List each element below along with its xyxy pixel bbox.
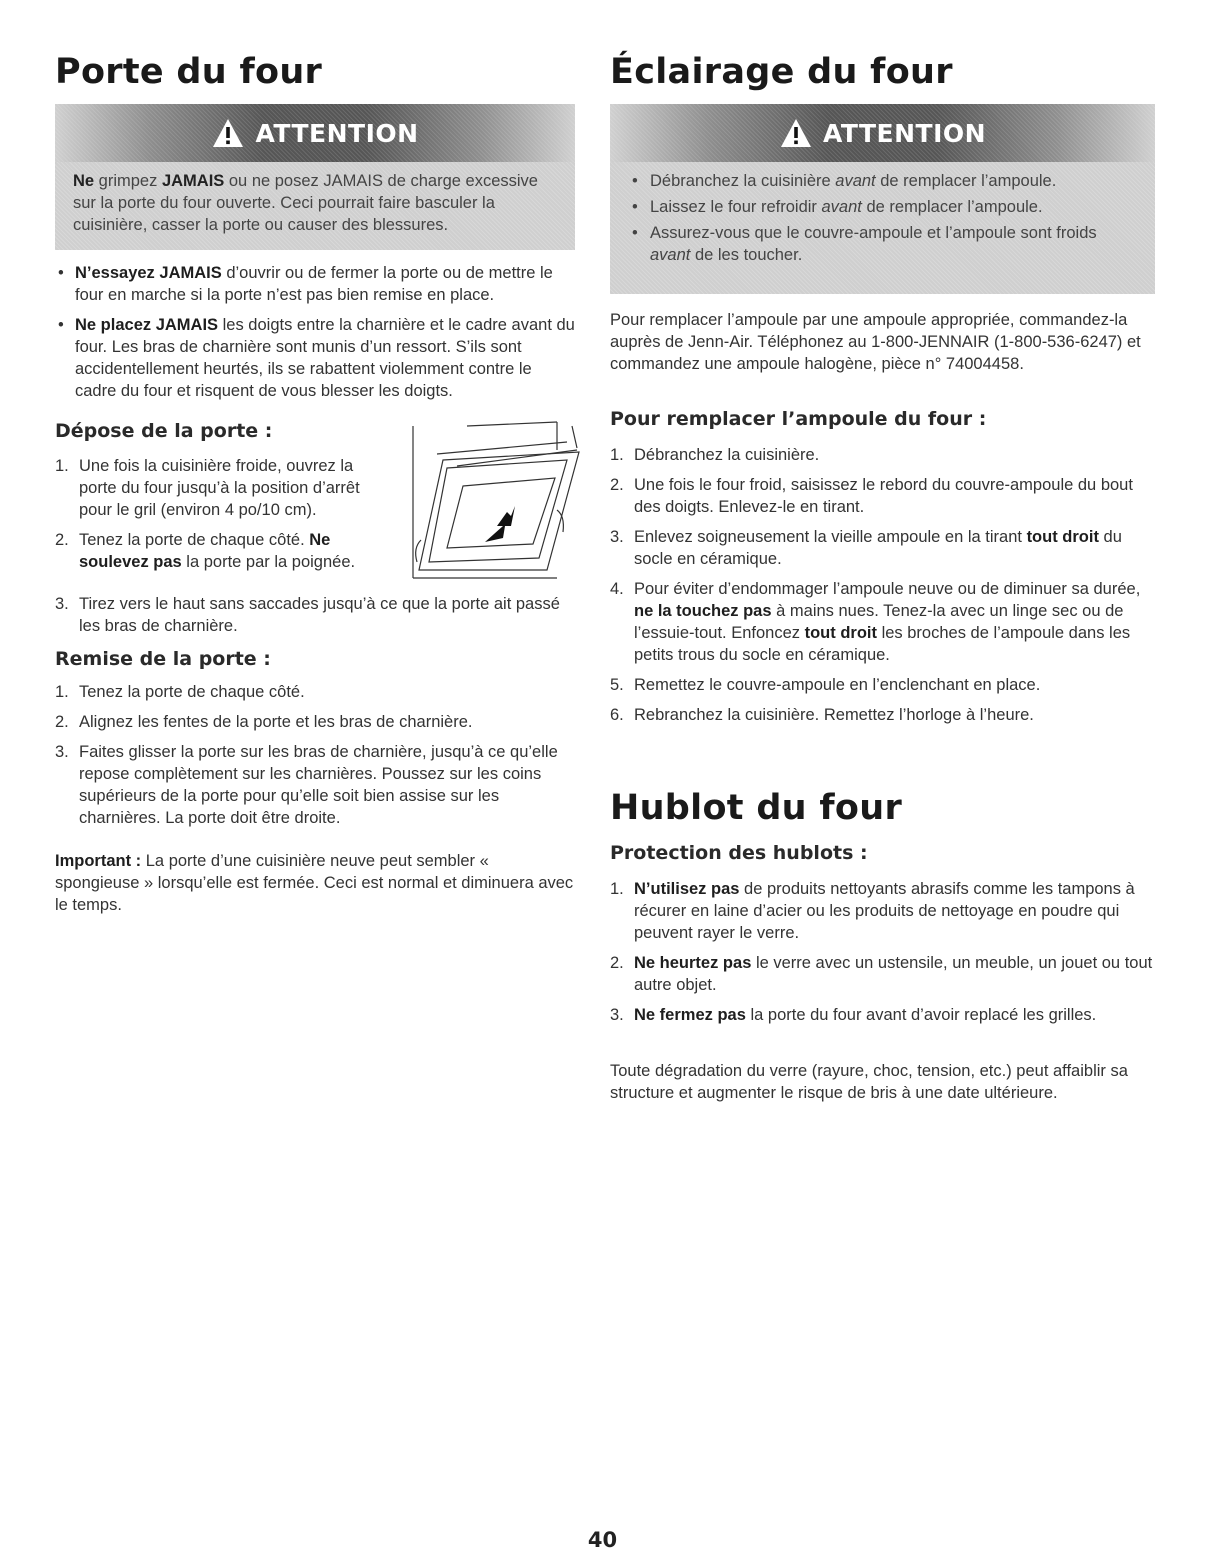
bulb-replace-steps — [610, 444, 1155, 734]
list-item: 3. Faites glisser la porte sur les bras de charnière, jusqu’à ce qu’elle repose complètement sur les charnières. Poussez sur les coins supérieurs de la porte pour qu’elle soit bien assise sur les charnières. La porte doit être droite. — [55, 743, 558, 827]
list-item: • Ne placez JAMAIS les doigts entre la charnière et le cadre avant du four. Les bras de charnière sont munis d’un ressort. S’ils sont accidentellement heurtés, ils se rabattent violemment contre le cadre du four et risquent de vous blesser les doigts. — [55, 314, 575, 402]
list-item: 2. Alignez les fentes de la porte et les bras de charnière. — [55, 713, 473, 731]
warning-text: Ne grimpez JAMAIS ou ne posez JAMAIS de charge excessive sur la porte du four ouverte. Ceci pourrait faire basculer la cuisinière, casser la porte ou causer des blessures. — [73, 172, 538, 234]
bulb-replace-heading: Pour remplacer l’ampoule du four : — [610, 408, 987, 430]
list-item: 3. Ne fermez pas la porte du four avant d’avoir replacé les grilles. — [610, 1006, 1097, 1024]
list-item: • N’essayez JAMAIS d’ouvrir ou de fermer la porte ou de mettre le four en marche si la porte n’est pas bien remise en place. — [55, 262, 575, 306]
list-item: 3. Enlevez soigneusement la vieille ampoule en la tirant tout droit du socle en céramique. — [610, 528, 1122, 568]
door-removal-step-3 — [55, 593, 575, 645]
warning-header — [55, 104, 575, 162]
page-number: 40 — [587, 1528, 618, 1549]
important-note: Important : La porte d’une cuisinière neuve peut sembler « spongieuse » lorsqu’elle est fermée. Ceci est normal et diminuera avec le temps. — [55, 852, 574, 914]
door-removal-steps — [55, 455, 385, 581]
list-item: 6. Rebranchez la cuisinière. Remettez l’horloge à l’heure. — [610, 706, 1034, 724]
door-safety-list — [55, 262, 575, 410]
warning-text: • Débranchez la cuisinière avant de remplacer l’ampoule. • Laissez le four refroidir avant de remplacer l’ampoule. • Assurez-vous que le couvre-ampoule et l’ampoule sont froids avant de les toucher. — [610, 162, 1155, 284]
warning-box-oven-door — [55, 104, 575, 250]
section-title-oven-door: Porte du four — [55, 52, 323, 92]
list-item: 1. Débranchez la cuisinière. — [610, 446, 820, 464]
list-item: 2. Ne heurtez pas le verre avec un ustensile, un meuble, un jouet ou tout autre objet. — [610, 954, 1153, 994]
oven-door-diagram — [407, 420, 587, 582]
warning-header — [610, 104, 1155, 162]
warning-heading: ATTENTION — [255, 118, 419, 148]
list-item: 1. Une fois la cuisinière froide, ouvrez la porte du four jusqu’à la position d’arrêt pour le gril (environ 4 po/10 cm). — [55, 457, 360, 519]
list-item: 4. Pour éviter d’endommager l’ampoule neuve ou de diminuer sa durée, ne la touchez pas à mains nues. Tenez-la avec un linge sec ou de l’essuie-tout. Enfoncez tout droit les broches de l’ampoule dans les petits trous du socle en céramique. — [610, 580, 1141, 664]
window-protection-heading: Protection des hublots : — [610, 842, 868, 864]
window-closing-note: Toute dégradation du verre (rayure, choc, tension, etc.) peut affaiblir sa structure et augmenter le risque de bris à une date ultérieure. — [610, 1062, 1128, 1102]
list-item: 2. Une fois le four froid, saisissez le rebord du couvre-ampoule du bout des doigts. Enlevez-le en tirant. — [610, 476, 1133, 516]
list-item: 1. Tenez la porte de chaque côté. — [55, 683, 305, 701]
warning-heading: ATTENTION — [822, 118, 987, 148]
warning-box-oven-light — [610, 104, 1155, 294]
section-title-oven-window: Hublot du four — [610, 788, 903, 828]
door-replace-heading: Remise de la porte : — [55, 648, 271, 670]
warning-triangle-icon — [779, 117, 813, 149]
list-item: 1. N’utilisez pas de produits nettoyants abrasifs comme les tampons à récurer en laine d’acier ou les produits de nettoyage en poudre qui peuvent rayer le verre. — [610, 880, 1135, 942]
door-removal-heading: Dépose de la porte : — [55, 420, 273, 442]
window-protection-steps — [610, 878, 1155, 1034]
list-item: 5. Remettez le couvre-ampoule en l’enclenchant en place. — [610, 676, 1041, 694]
section-title-oven-light: Éclairage du four — [610, 52, 953, 92]
arrow-up-icon — [485, 506, 515, 542]
bulb-intro: Pour remplacer l’ampoule par une ampoule appropriée, commandez-la auprès de Jenn-Air. Téléphonez au 1-800-JENNAIR (1-800-536-6247) et commandez une ampoule halogène, pièce n° 74004458. — [610, 311, 1141, 373]
list-item: 3. Tirez vers le haut sans saccades jusqu’à ce que la porte ait passé les bras de charnière. — [55, 595, 560, 635]
list-item: 2. Tenez la porte de chaque côté. Ne soulevez pas la porte par la poignée. — [55, 531, 356, 571]
warning-triangle-icon — [211, 117, 245, 149]
door-replace-steps — [55, 681, 575, 837]
